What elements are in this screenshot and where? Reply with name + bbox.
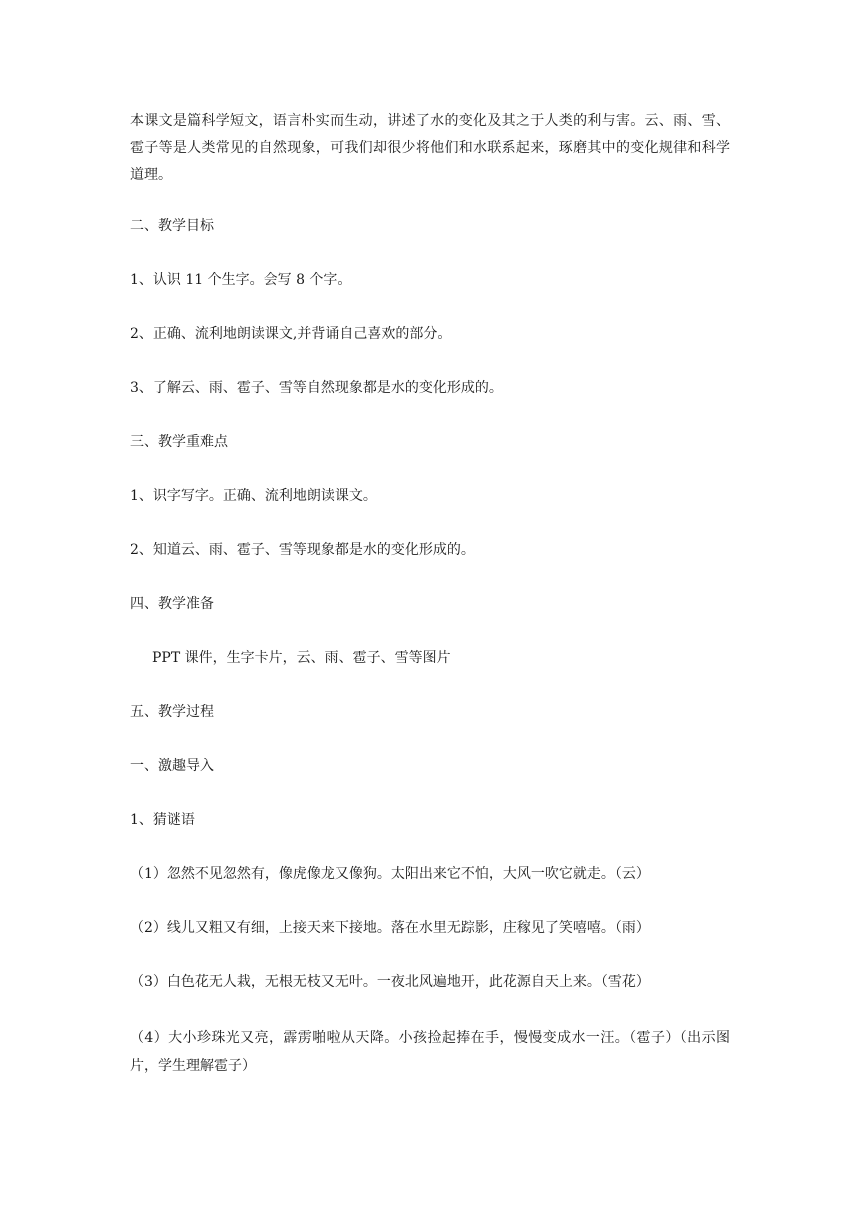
goal-item-1: 1、认识 11 个生字。会写 8 个字。: [130, 272, 352, 288]
riddle-item-4: （4）大小珍珠光又亮，霹雳啪啦从天降。小孩捡起捧在手，慢慢变成水一汪。（雹子）（出示图片，学生理解雹子）: [130, 1030, 730, 1074]
section-heading-key-points: 三、教学重难点: [130, 434, 228, 450]
section-heading-preparation: 四、教学准备: [130, 596, 214, 612]
riddle-item-2: （2）线儿又粗又有细，上接天来下接地。落在水里无踪影，庄稼见了笑嘻嘻。（雨）: [130, 920, 650, 936]
goal-item-3: 3、了解云、雨、雹子、雪等自然现象都是水的变化形成的。: [130, 380, 503, 396]
key-point-item-2: 2、知道云、雨、雹子、雪等现象都是水的变化形成的。: [130, 542, 475, 558]
document-page: [130, 108, 730, 1080]
goal-item-2: 2、正确、流利地朗读课文,并背诵自己喜欢的部分。: [130, 326, 452, 342]
section-heading-process: 五、教学过程: [130, 704, 214, 720]
step-riddles: 1、猜谜语: [130, 812, 195, 828]
intro-paragraph: 本课文是篇科学短文，语言朴实而生动，讲述了水的变化及其之于人类的利与害。云、雨、雪、雹子等是人类常见的自然现象，可我们却很少将他们和水联系起来，琢磨其中的变化规律和科学道理。: [130, 113, 730, 183]
riddle-item-3: （3）白色花无人栽，无根无枝又无叶。一夜北风遍地开，此花源自天上来。（雪花）: [130, 974, 650, 990]
section-heading-goals: 二、教学目标: [130, 218, 214, 234]
riddle-item-1: （1）忽然不见忽然有，像虎像龙又像狗。太阳出来它不怕，大风一吹它就走。（云）: [130, 866, 650, 882]
key-point-item-1: 1、识字写字。正确、流利地朗读课文。: [130, 488, 377, 504]
preparation-content: PPT 课件，生字卡片，云、雨、雹子、雪等图片: [152, 650, 451, 666]
subheading-intro-activity: 一、激趣导入: [130, 758, 214, 774]
